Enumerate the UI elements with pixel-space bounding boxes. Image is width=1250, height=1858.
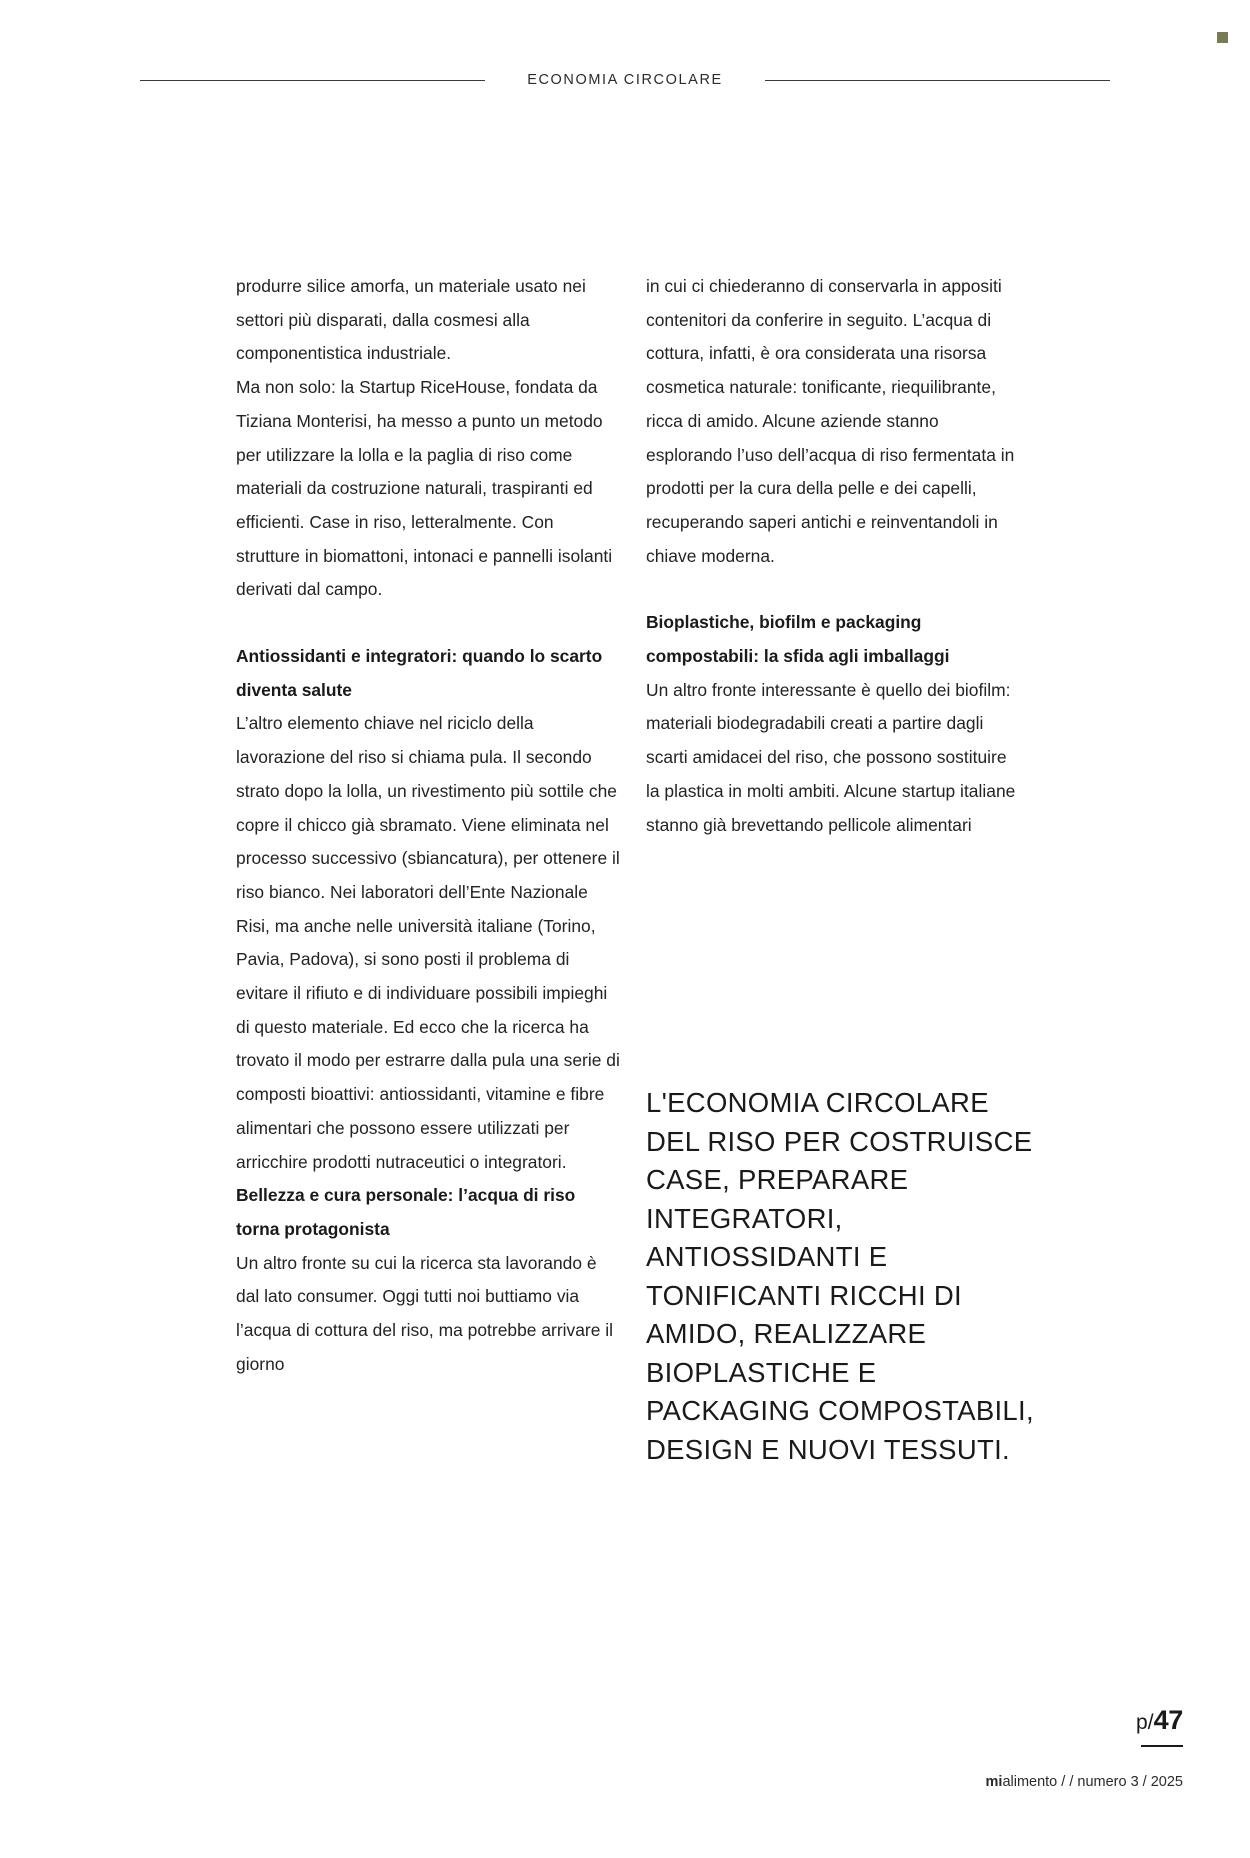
page-title: ECONOMIA CIRCOLARE <box>527 72 723 88</box>
header-rule-left <box>140 80 485 81</box>
column-left <box>236 270 621 1382</box>
paragraph: in cui ci chiederanno di conservarla in appositi contenitori da conferire in seguito. L’acqua di cottura, infatti, è ora considerata una risorsa cosmetica naturale: tonificante, riequilibrante, ricca di amido. Alcune aziende stanno esplorando l’uso dell’acqua di riso fermentata in prodotti per la cura della pelle e dei capelli, recuperando saperi antichi e reinventandoli in chiave moderna. <box>646 276 1015 566</box>
colophon <box>986 1774 1183 1790</box>
pull-quote: L'ECONOMIA CIRCOLARE DEL RISO PER COSTRUISCE CASE, PREPARARE INTEGRATORI, ANTIOSSIDANTI E TONIFICANTI RICCHI DI AMIDO, REALIZZARE BIOPLASTICHE E PACKAGING COMPOSTABILI, DESIGN E NUOVI TESSUTI. <box>646 1087 1034 1465</box>
colophon-rest: alimento / / numero 3 / 2025 <box>1002 1774 1183 1790</box>
paragraph: Un altro fronte interessante è quello dei biofilm: materiali biodegradabili creati a partire dagli scarti amidacei del riso, che possono sostituire la plastica in molti ambiti. Alcune startup italiane stanno già brevettando pellicole alimentari <box>646 679 1016 835</box>
paragraph: Ma non solo: la Startup RiceHouse, fondata da Tiziana Monterisi, ha messo a punto un metodo per utilizzare la lolla e la paglia di riso come materiali da costruzione naturali, traspiranti ed efficienti. Case in riso, letteralmente. Con strutture in biomattoni, intonaci e pannelli isolanti derivati dal campo. <box>236 377 613 600</box>
paragraph: produrre silice amorfa, un materiale usato nei settori più disparati, dalla cosmesi alla componentistica industriale. <box>236 276 586 364</box>
folio <box>1136 1707 1183 1747</box>
subheading: Antiossidanti e integratori: quando lo scarto diventa salute <box>236 646 603 700</box>
subheading: Bioplastiche, biofilm e packaging compostabili: la sfida agli imballaggi <box>646 612 950 667</box>
column-right <box>646 270 1016 842</box>
corner-mark <box>1217 32 1228 43</box>
folio-rule <box>1141 1745 1183 1747</box>
subheading: Bellezza e cura personale: l’acqua di riso torna protagonista <box>236 1185 576 1239</box>
paragraph: Un altro fronte su cui la ricerca sta lavorando è dal lato consumer. Oggi tutti noi buttiamo via l’acqua di cottura del riso, ma potrebbe arrivare il giorno <box>236 1252 614 1374</box>
folio-label: p/ <box>1136 1711 1154 1734</box>
header-rule-right <box>765 80 1110 81</box>
colophon-brand: mi <box>985 1774 1003 1790</box>
paragraph: L’altro elemento chiave nel riciclo della lavorazione del riso si chiama pula. Il secondo strato dopo la lolla, un rivestimento più sottile che copre il chicco già sbramato. Viene eliminata nel processo successivo (sbiancatura), per ottenere il riso bianco. Nei laboratori dell’Ente Nazionale Risi, ma anche nelle università italiane (Torino, Pavia, Padova), si sono posti il problema di evitare il rifiuto e di individuare possibili impieghi di questo materiale. Ed ecco che la ricerca ha trovato il modo per estrarre dalla pula una serie di composti bioattivi: antiossidanti, vitamine e fibre alimentari che possono essere utilizzati per arricchire prodotti nutraceutici o integratori. <box>236 713 620 1172</box>
page-number: 47 <box>1153 1705 1183 1735</box>
page-header <box>0 60 1250 100</box>
